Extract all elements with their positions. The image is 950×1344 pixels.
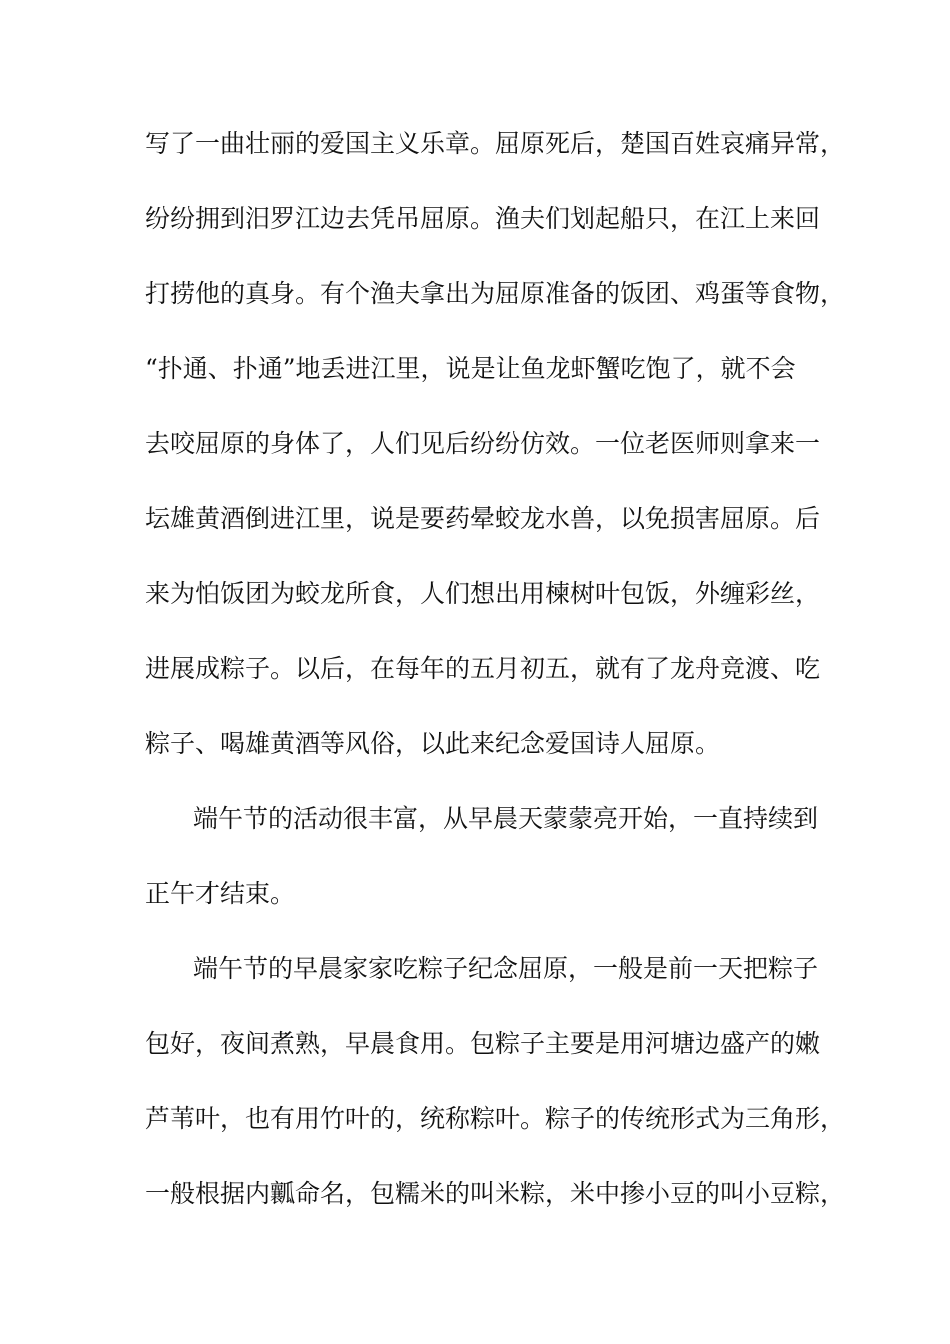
text-line: 打捞他的真身。有个渔夫拿出为屈原准备的饭团、鸡蛋等食物， (145, 279, 846, 308)
text-line: 包好，夜间煮熟，早晨食用。包粽子主要是用河塘边盛产的嫩 (145, 1029, 821, 1058)
text-line: 进展成粽子。以后，在每年的五月初五，就有了龙舟竞渡、吃 (145, 654, 821, 683)
text-line: 芦苇叶，也有用竹叶的，统称粽叶。粽子的传统形式为三角形， (145, 1104, 846, 1133)
paragraph-start-line: 端午节的活动很丰富，从早晨天蒙蒙亮开始，一直持续到 (193, 804, 819, 833)
text-line: 正午才结束。 (145, 879, 296, 908)
text-line: 坛雄黄酒倒进江里，说是要药晕蛟龙水兽，以免损害屈原。后 (145, 504, 821, 533)
text-line: 粽子、喝雄黄酒等风俗，以此来纪念爱国诗人屈原。 (145, 729, 721, 758)
text-line: 去咬屈原的身体了，人们见后纷纷仿效。一位老医师则拿来一 (145, 429, 821, 458)
paragraph-start-line: 端午节的早晨家家吃粽子纪念屈原，一般是前一天把粽子 (193, 954, 819, 983)
text-line: “扑通、扑通”地丢进江里，说是让鱼龙虾蟹吃饱了，就不会 (145, 354, 796, 383)
text-line: 纷纷拥到汨罗江边去凭吊屈原。渔夫们划起船只，在江上来回 (145, 204, 821, 233)
text-line: 一般根据内瓤命名，包糯米的叫米粽，米中掺小豆的叫小豆粽， (145, 1179, 846, 1208)
text-line: 来为怕饭团为蛟龙所食，人们想出用楝树叶包饭，外缠彩丝， (145, 579, 821, 608)
text-line: 写了一曲壮丽的爱国主义乐章。屈原死后，楚国百姓哀痛异常， (145, 129, 846, 158)
